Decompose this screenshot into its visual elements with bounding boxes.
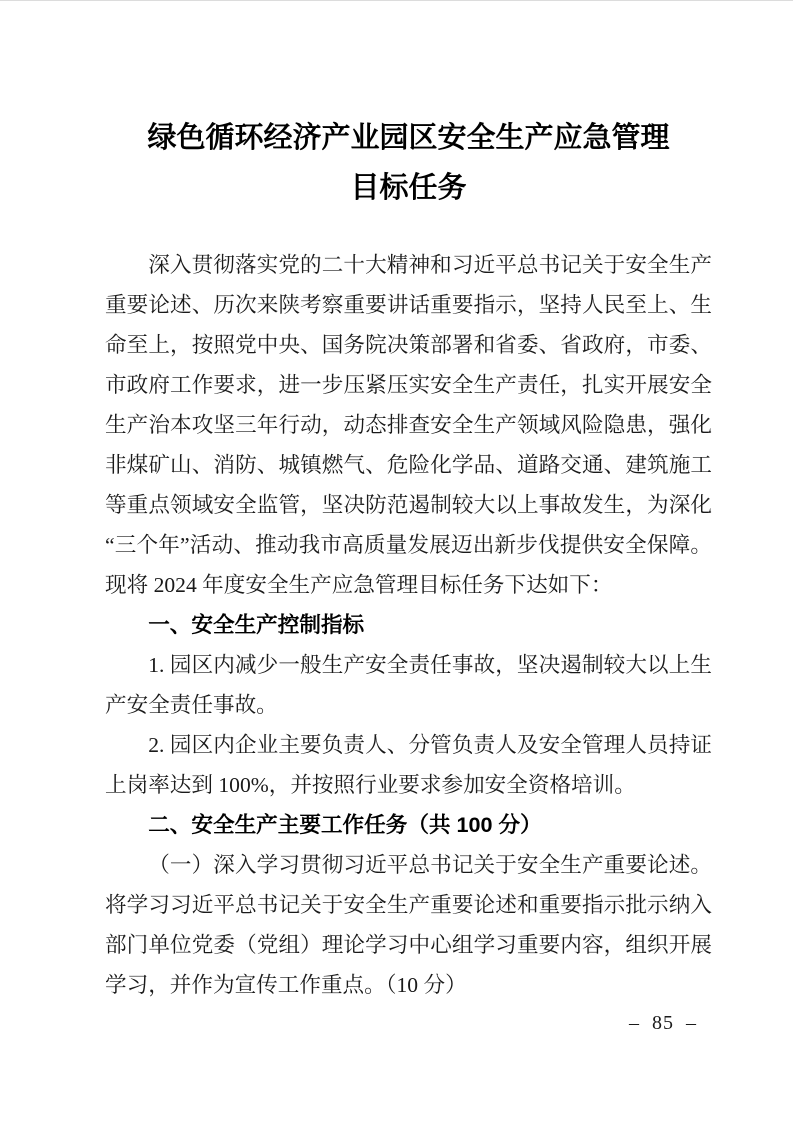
section-1-heading: 一、安全生产控制指标 <box>148 612 365 637</box>
page-number: – 85 – <box>629 1012 697 1034</box>
section-1-item-2-paragraph: 2. 园区内企业主要负责人、分管负责人及安全管理人员持证上岗率达到 100%，并按照行业要求参加安全资格培训。 <box>105 733 712 797</box>
document-title-line-2: 目标任务 <box>350 172 467 204</box>
document-title <box>105 113 712 213</box>
section-1-item-1-paragraph: 1. 园区内减少一般生产安全责任事故，坚决遏制较大以上生产安全责任事故。 <box>105 653 712 717</box>
section-2-heading: 二、安全生产主要工作任务（共 100 分） <box>148 812 542 837</box>
document-title-line-1: 绿色循环经济产业园区安全生产应急管理 <box>147 122 670 154</box>
document-content <box>105 113 712 1005</box>
intro-paragraph: 深入贯彻落实党的二十大精神和习近平总书记关于安全生产重要论述、历次来陕考察重要讲话重要指示，坚持人民至上、生命至上，按照党中央、国务院决策部署和省委、省政府，市委、市政府工作要求，进一步压紧压实安全生产责任，扎实开展安全生产治本攻坚三年行动，动态排查安全生产领域风险隐患，强化非煤矿山、消防、城镇燃气、危险化学品、道路交通、建筑施工等重点领域安全监管，坚决防范遏制较大以上事故发生，为深化“三个年”活动、推动我市高质量发展迈出新步伐提供安全保障。现将 2024 年度安全生产应急管理目标任务下达如下： <box>105 253 712 597</box>
section-2-item-1-paragraph: （一）深入学习贯彻习近平总书记关于安全生产重要论述。将学习习近平总书记关于安全生产重要论述和重要指示批示纳入部门单位党委（党组）理论学习中心组学习重要内容，组织开展学习，并作为宣传工作重点。（10 分） <box>105 853 712 997</box>
